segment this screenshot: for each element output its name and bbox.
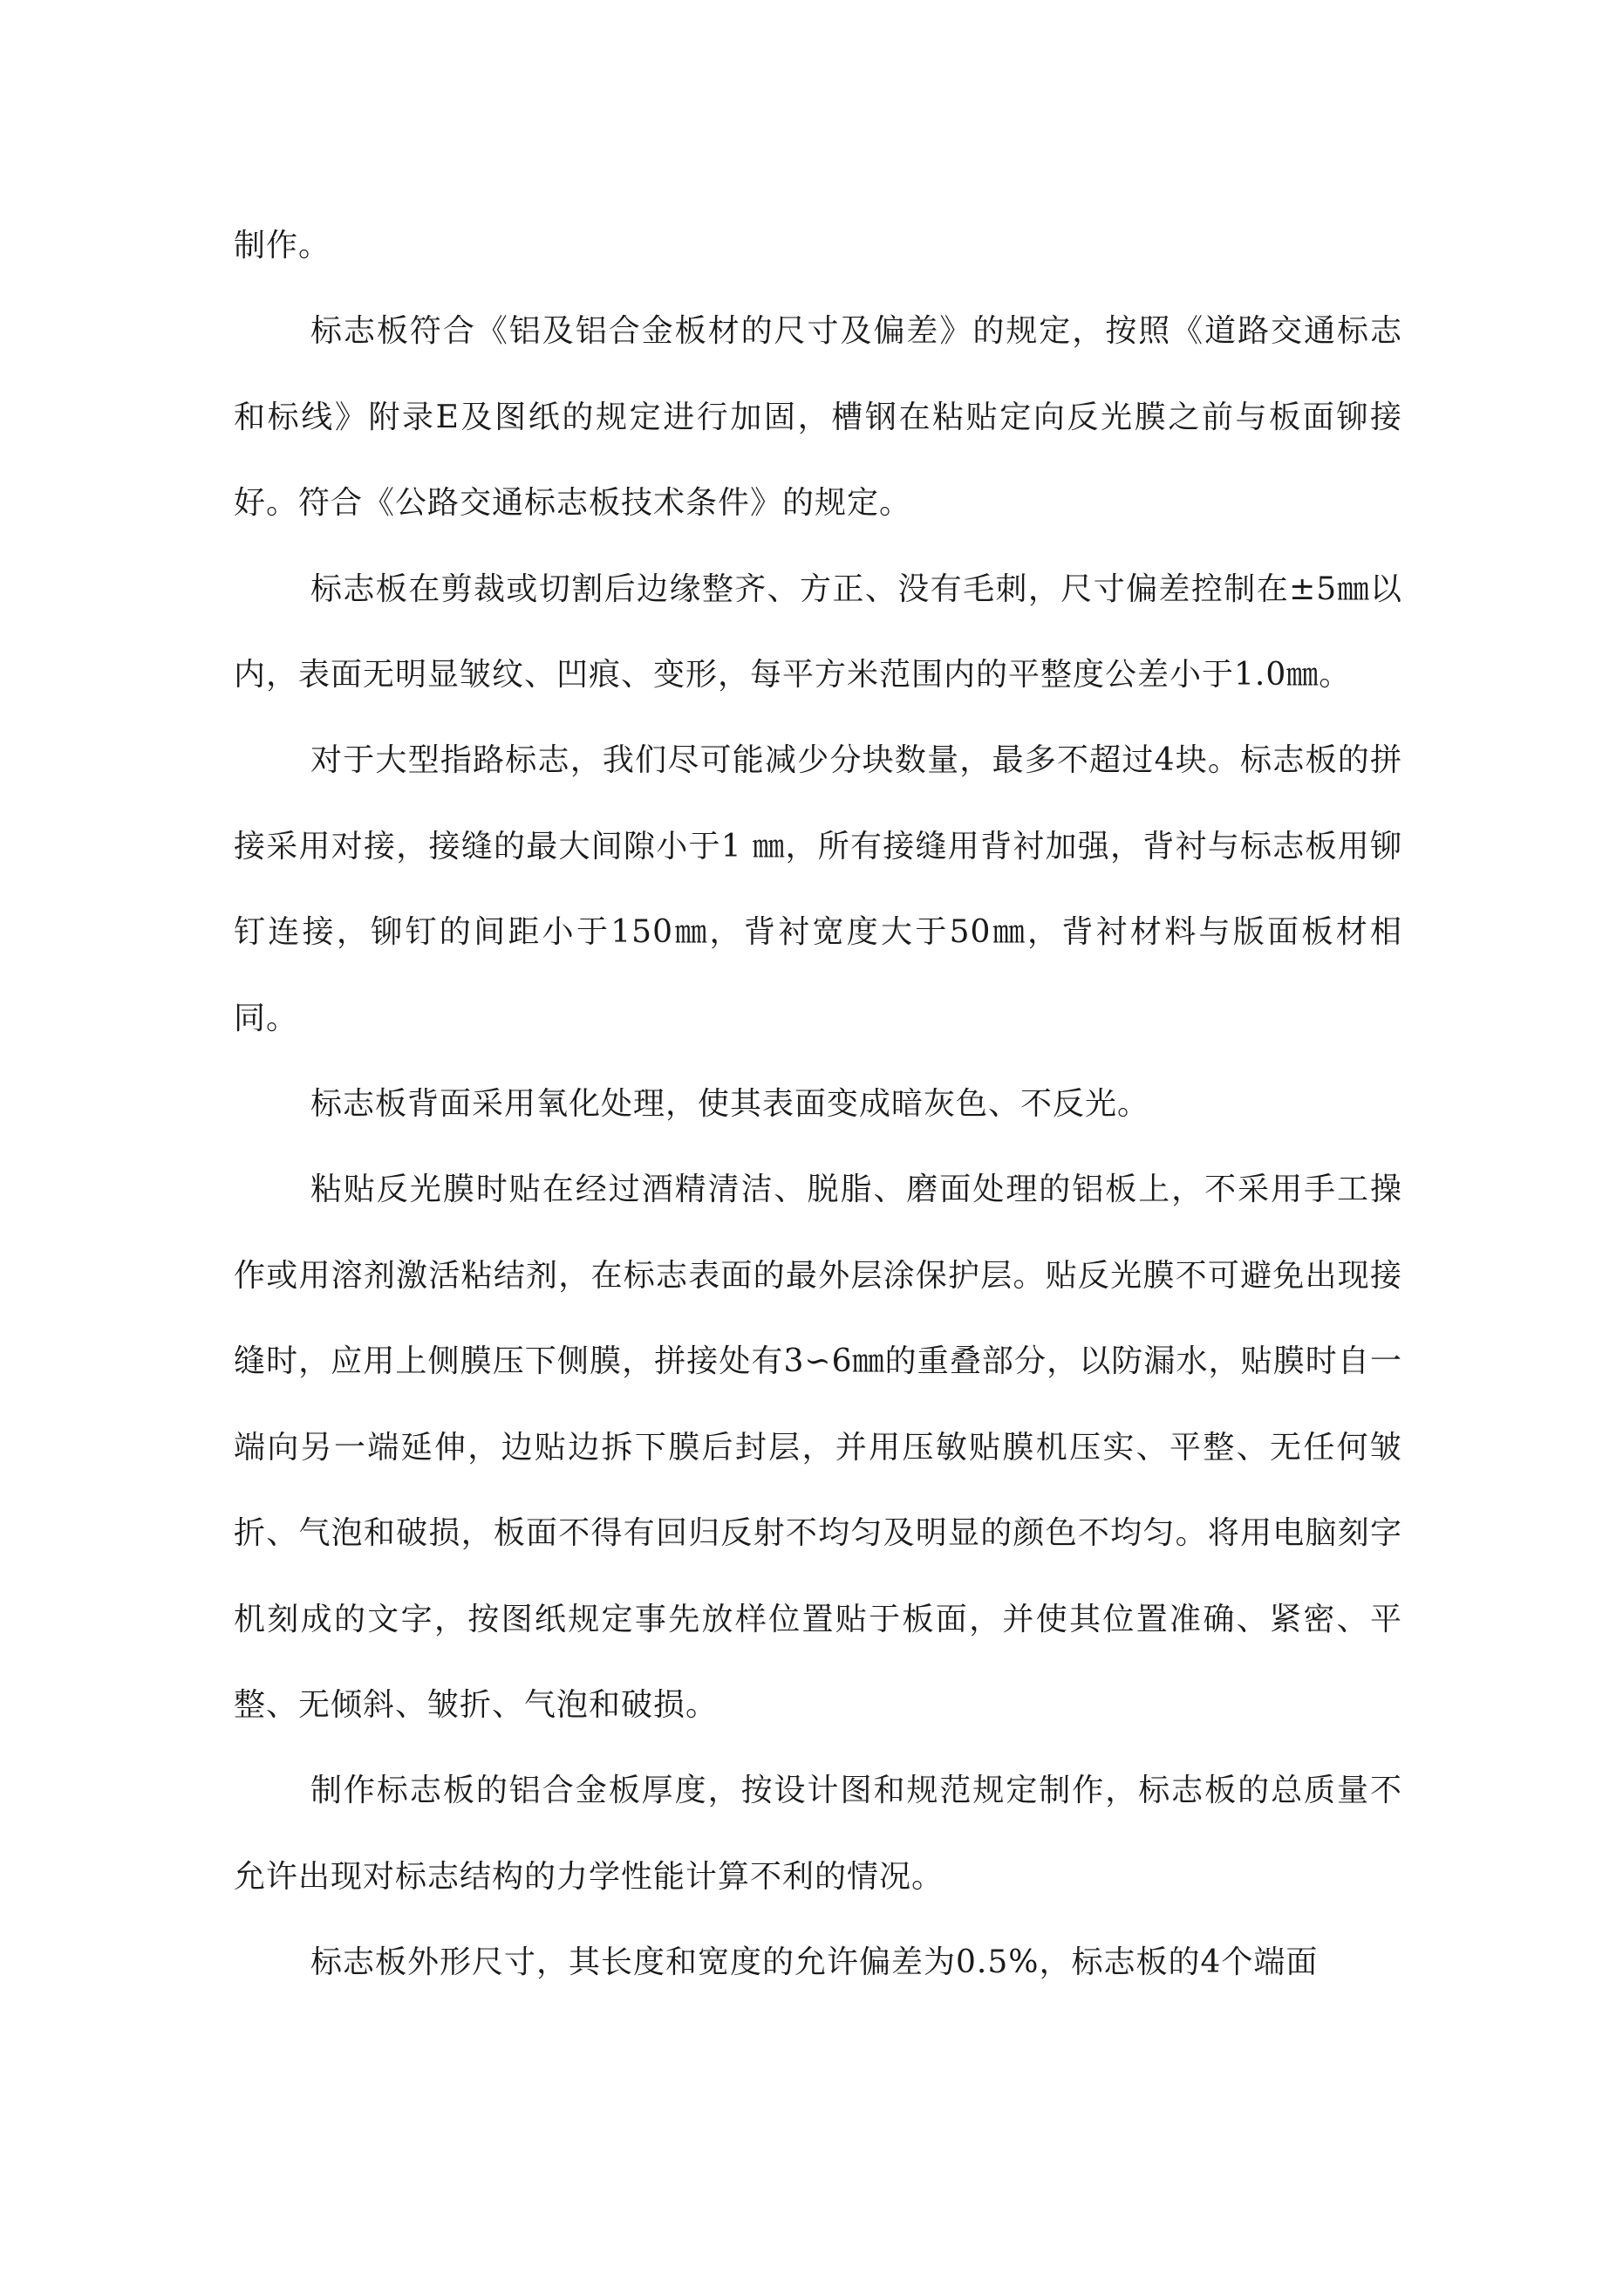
paragraph: 制作标志板的铝合金板厚度，按设计图和规范规定制作，标志板的总质量不允许出现对标志结构的力学性能计算不利的情况。 xyxy=(234,1773,1402,1895)
paragraph: 标志板外形尺寸，其长度和宽度的允许偏差为0.5%，标志板的4个端面 xyxy=(310,1944,1319,1981)
body-text xyxy=(234,203,1402,2006)
paragraph: 粘贴反光膜时贴在经过酒精清洁、脱脂、磨面处理的铝板上，不采用手工操作或用溶剂激活粘结剂，在标志表面的最外层涂保护层。贴反光膜不可避免出现接缝时，应用上侧膜压下侧膜，拼接处有3∽6㎜的重叠部分，以防漏水，贴膜时自一端向另一端延伸，边贴边拆下膜后封层，并用压敏贴膜机压实、平整、无任何皱折、气泡和破损，板面不得有回归反射不均匀及明显的颜色不均匀。将用电脑刻字机刻成的文字，按图纸规定事先放样位置贴于板面，并使其位置准确、紧密、平整、无倾斜、皱折、气泡和破损。 xyxy=(234,1172,1402,1723)
paragraph: 标志板在剪裁或切割后边缘整齐、方正、没有毛刺，尺寸偏差控制在±5㎜以内，表面无明显皱纹、凹痕、变形，每平方米范围内的平整度公差小于1.0㎜。 xyxy=(234,571,1402,694)
paragraph: 标志板符合《铝及铝合金板材的尺寸及偏差》的规定，按照《道路交通标志和标线》附录E及图纸的规定进行加固，槽钢在粘贴定向反光膜之前与板面铆接好。符合《公路交通标志板技术条件》的规定。 xyxy=(234,313,1402,522)
paragraph: 标志板背面采用氧化处理，使其表面变成暗灰色、不反光。 xyxy=(310,1086,1150,1123)
paragraph: 对于大型指路标志，我们尽可能减少分块数量，最多不超过4块。标志板的拼接采用对接，接缝的最大间隙小于1 ㎜，所有接缝用背衬加强，背衬与标志板用铆钉连接，铆钉的间距小于150㎜，背衬宽度大于50㎜，背衬材料与版面板材相同。 xyxy=(234,742,1402,1036)
paragraph-continuation: 制作。 xyxy=(234,228,331,263)
